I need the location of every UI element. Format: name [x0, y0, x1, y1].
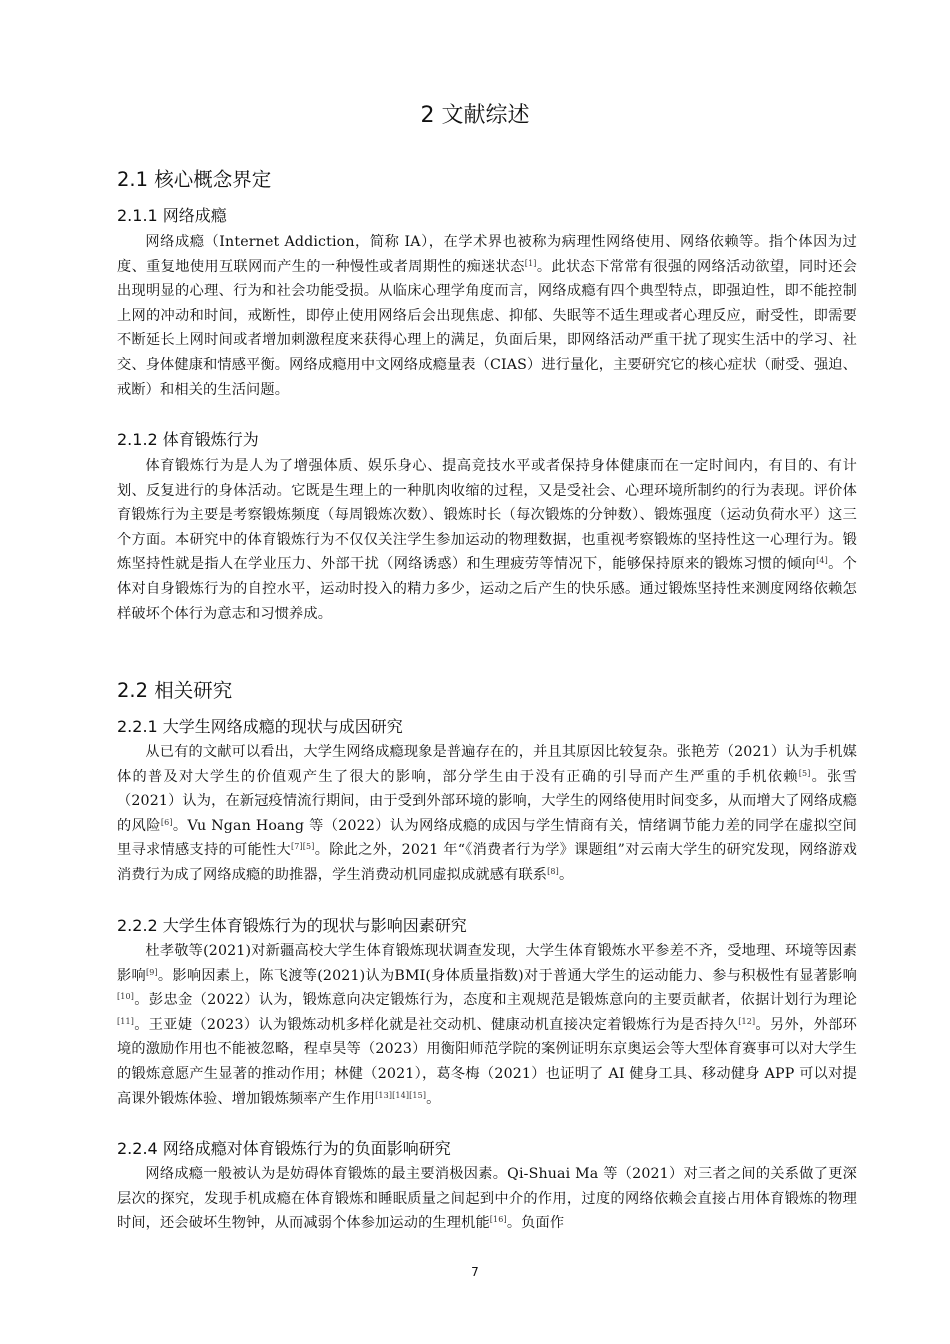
text-run: 。负面作	[506, 1215, 565, 1232]
text-run: 。另外，外部环境的激励作用也不能被忽略，程卓昊等（2023）用衡阳师范学院的案例证明东京奥运会等大型体育赛事可以对大学生的锻炼意愿产生显著的推动作用；林健（2021），葛冬梅（2021）也证明了 AI 健身工具、移动健身 APP 可以对提高课外锻炼体验、增加锻炼频率产生作用	[117, 1016, 857, 1107]
text-run: 网络成瘾（Internet Addiction，简称 IA），在学术界也被称为病理性网络使用、网络依赖等。指个体因为过度、重复地使用互联网而产生的一种慢性或者周期性的痴迷状态	[117, 234, 857, 275]
text-run: 杜孝敬等(2021)对新疆高校大学生体育锻炼现状调查发现，大学生体育锻炼水平参差不齐，受地理、环境等因素影响	[117, 943, 857, 984]
citation-ref: [5]	[798, 768, 811, 778]
text-run: 。	[558, 866, 574, 883]
paragraph-exercise-behavior	[117, 454, 857, 626]
section-2-1-1-heading: 2.1.1 网络成瘾	[117, 206, 227, 225]
text-run: 体育锻炼行为是人为了增强体质、娱乐身心、提高竞技水平或者保持身体健康而在一定时间内，有目的、有计划、反复进行的身体活动。它既是生理上的一种肌肉收缩的过程，又是受社会、心理环境所制约的行为表现。评价体育锻炼行为主要是考察锻炼频度（每周锻炼次数）、锻炼时长（每次锻炼的分钟数）、锻炼强度（运动负荷水平）这三个方面。本研究中的体育锻炼行为不仅仅关注学生参加运动的物理数据，也重视考察锻炼的坚持性这一心理行为。锻炼坚持性就是指人在学业压力、外部干扰（网络诱惑）和生理疲劳等情况下，能够保持原来的锻炼习惯的倾向	[117, 458, 857, 573]
paragraph-negative-impact	[117, 1162, 857, 1236]
text-run: 。此状态下常常有很强的网络活动欲望，同时还会出现明显的心理、行为和社会功能受损。从临床心理学角度而言，网络成瘾有四个典型特点，即强迫性，即不能控制上网的冲动和时间，戒断性，即停止使用网络后会出现焦虑、抑郁、失眠等不适生理或者心理反应，耐受性，即需要不断延长上网时间或者增加刺激程度来获得心理上的满足，负面后果，即网络活动严重干扰了现实生活中的学习、社交、身体健康和情感平衡。网络成瘾用中文网络成瘾量表（CIAS）进行量化，主要研究它的核心症状（耐受、强迫、戒断）和相关的生活问题。	[117, 258, 857, 398]
text-run: 从已有的文献可以看出，大学生网络成瘾现象是普遍存在的，并且其原因比较复杂。张艳芳（2021）认为手机媒体的普及对大学生的价值观产生了很大的影响，部分学生由于没有正确的引导而产生严重的手机依赖	[117, 744, 857, 785]
text-run: 。张雪（2021）认为，在新冠疫情流行期间，由于受到外部环境的影响，大学生的网络使用时间变多，从而增大了网络成瘾的风险	[117, 768, 857, 834]
citation-ref: [1]	[524, 258, 537, 268]
citation-ref: [7][5]	[290, 842, 315, 852]
paragraph-addiction-status	[117, 740, 857, 888]
text-run: 。彭忠金（2022）认为，锻炼意向决定锻炼行为，态度和主观规范是锻炼意向的主要贡献者，依据计划行为理论	[134, 992, 857, 1009]
citation-ref: [10]	[117, 992, 135, 1002]
paragraph-internet-addiction	[117, 230, 857, 402]
citation-ref: [12]	[738, 1016, 756, 1026]
page-number: 7	[471, 1265, 479, 1279]
text-run: 网络成瘾一般被认为是妨碍体育锻炼的最主要消极因素。Qi-Shuai Ma 等（2021）对三者之间的关系做了更深层次的探究，发现手机成瘾在体育锻炼和睡眠质量之间起到中介的作用，过度的网络依赖会直接占用体育锻炼的物理时间，还会破坏生物钟，从而减弱个体参加运动的生理机能	[117, 1166, 857, 1232]
section-2-2-heading: 2.2 相关研究	[117, 679, 233, 702]
section-2-1-2-heading: 2.1.2 体育锻炼行为	[117, 430, 259, 449]
citation-ref: [8]	[547, 866, 559, 876]
text-run: 。王亚婕（2023）认为锻炼动机多样化就是社交动机、健康动机直接决定着锻炼行为是否持久	[134, 1016, 739, 1033]
paragraph-exercise-factors	[117, 939, 857, 1111]
citation-ref: [13][14][15]	[375, 1090, 427, 1100]
text-run: 。除此之外，2021 年“《消费者行为学》课题组”对云南大学生的研究发现，网络游戏消费行为成了网络成瘾的助推器，学生消费动机同虚拟成就感有联系	[117, 842, 857, 883]
text-run: 。Vu Ngan Hoang 等（2022）认为网络成瘾的成因与学生情商有关，情绪调节能力差的同学在虚拟空间里寻求情感支持的可能性大	[117, 817, 857, 859]
text-run: 。	[426, 1090, 441, 1107]
text-run: 。个体对自身锻炼行为的自控水平，运动时投入的精力多少，运动之后产生的快乐感。通过锻炼坚持性来测度网络依赖怎样破坏个体行为意志和习惯养成。	[117, 556, 857, 622]
section-2-2-2-heading: 2.2.2 大学生体育锻炼行为的现状与影响因素研究	[117, 916, 467, 935]
citation-ref: [4]	[816, 556, 828, 566]
section-2-1-heading: 2.1 核心概念界定	[117, 168, 272, 191]
citation-ref: [6]	[160, 817, 173, 827]
section-2-2-1-heading: 2.2.1 大学生网络成瘾的现状与成因研究	[117, 717, 403, 736]
text-run: 。影响因素上，陈飞渡等(2021)认为BMI(身体质量指数)对于普通大学生的运动能力、参与积极性有显著影响	[157, 967, 857, 984]
citation-ref: [9]	[145, 967, 158, 977]
chapter-title: 2 文献综述	[420, 103, 530, 128]
section-2-2-4-heading: 2.2.4 网络成瘾对体育锻炼行为的负面影响研究	[117, 1139, 451, 1158]
citation-ref: [16]	[489, 1215, 507, 1225]
citation-ref: [11]	[117, 1016, 135, 1026]
